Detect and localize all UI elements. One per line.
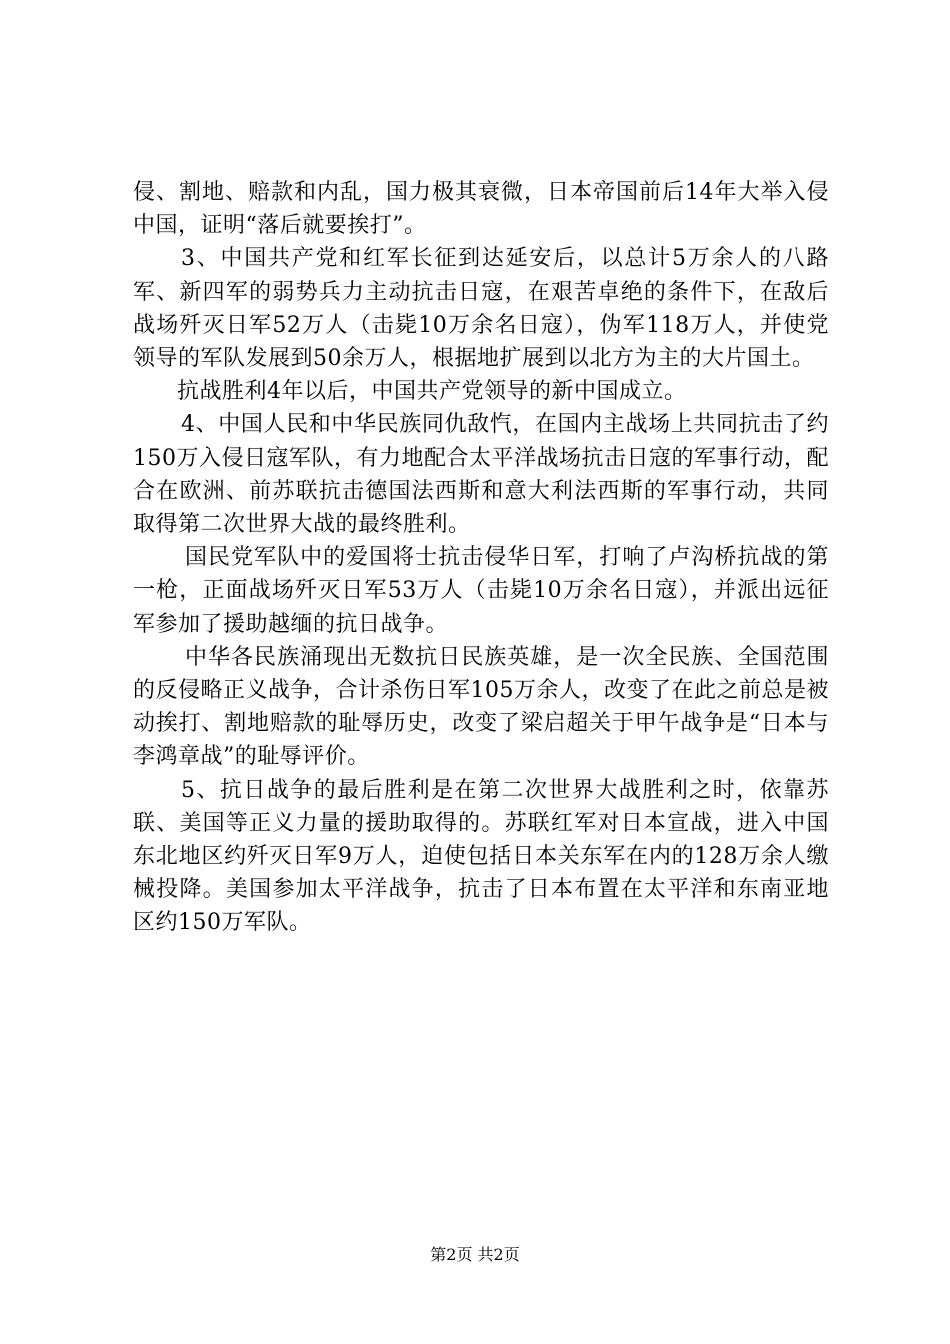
- paragraph-point-4: 4、中国人民和中华民族同仇敌忾，在国内主战场上共同抗击了约150万入侵日寇军队，有力地配合太平洋战场抗击日寇的军事行动，配合在欧洲、前苏联抗击德国法西斯和意大利法西斯的军事行动，共同取得第二次世界大战的最终胜利。: [133, 412, 829, 538]
- paragraph-kmt-army: 国民党军队中的爱国将士抗击侵华日军，打响了卢沟桥抗战的第一枪，正面战场歼灭日军53万人（击毙10万余名日寇），并派出远征军参加了援助越缅的抗日战争。: [133, 545, 829, 637]
- document-body: [133, 176, 829, 940]
- paragraph-point-3: 3、中国共产党和红军长征到达延安后，以总计5万余人的八路军、新四军的弱势兵力主动抗击日寇，在艰苦卓绝的条件下，在敌后战场歼灭日军52万人（击毙10万余名日寇），伪军118万人，并使党领导的军队发展到50余万人，根据地扩展到以北方为主的大片国土。: [133, 246, 829, 372]
- page-footer: 第2页 共2页: [430, 1245, 520, 1264]
- paragraph-national-heroes: 中华各民族涌现出无数抗日民族英雄，是一次全民族、全国范围的反侵略正义战争，合计杀伤日军105万余人，改变了在此之前总是被动挨打、割地赔款的耻辱历史，改变了梁启超关于甲午战争是“日本与李鸿章战”的耻辱评价。: [133, 644, 829, 770]
- paragraph-new-china: 抗战胜利4年以后，中国共产党领导的新中国成立。: [177, 379, 687, 405]
- paragraph-continuation: 侵、割地、赔款和内乱，国力极其衰微，日本帝国前后14年大举入侵中国，证明“落后就要挨打”。: [133, 180, 829, 239]
- paragraph-point-5: 5、抗日战争的最后胜利是在第二次世界大战胜利之时，依靠苏联、美国等正义力量的援助取得的。苏联红军对日本宣战，进入中国东北地区约歼灭日军9万人，迫使包括日本关东军在内的128万余人缴械投降。美国参加太平洋战争，抗击了日本布置在太平洋和东南亚地区约150万军队。: [133, 777, 829, 936]
